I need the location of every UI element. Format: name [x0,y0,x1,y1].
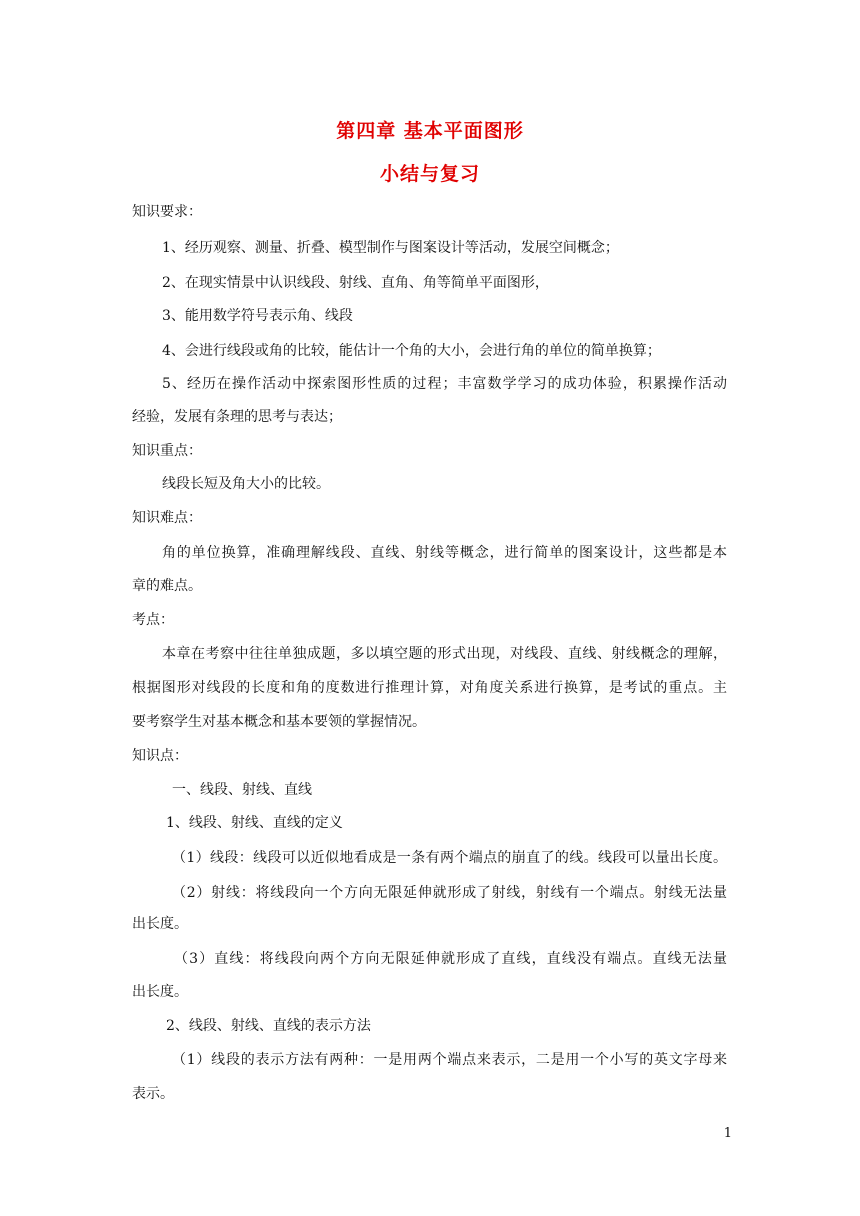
knowledge-sub-1: 1、线段、射线、直线的定义 [166,815,343,831]
exam-points-line-2: 根据图形对线段的长度和角的度数进行推理计算，对角度关系进行换算，是考试的重点。主 [132,680,727,696]
difficulties-line-1: 角的单位换算，准确理解线段、直线、射线等概念，进行简单的图案设计，这些都是本 [162,545,727,561]
document-subtitle: 小结与复习 [379,163,480,185]
knowledge-sub-2: 2、线段、射线、直线的表示方法 [166,1018,371,1034]
knowledge-section-1: 一、线段、射线、直线 [172,782,312,798]
knowledge-heading: 知识点： [132,748,188,764]
exam-points-line-3: 要考察学生对基本概念和基本要领的掌握情况。 [132,714,426,730]
requirement-item-2: 2、在现实情景中认识线段、射线、直角、角等简单平面图形， [162,275,549,291]
representation-segment-cont: 表示。 [132,1086,174,1102]
key-points-text: 线段长短及角大小的比较。 [162,476,330,492]
key-points-heading: 知识重点： [132,443,202,459]
exam-points-line-1: 本章在考察中往往单独成题，多以填空题的形式出现，对线段、直线、射线概念的理解， [162,646,727,662]
requirement-item-1: 1、经历观察、测量、折叠、模型制作与图案设计等活动，发展空间概念； [162,240,619,256]
page-number: 1 [723,1126,732,1141]
difficulties-heading: 知识难点： [132,510,202,526]
requirement-item-3: 3、能用数学符号表示角、线段 [162,308,353,324]
definition-ray-cont: 出长度。 [132,916,188,932]
exam-points-heading: 考点： [132,612,174,628]
difficulties-line-2: 章的难点。 [132,578,202,594]
document-title: 第四章 基本平面图形 [336,120,524,142]
definition-line: （3）直线：将线段向两个方向无限延伸就形成了直线，直线没有端点。直线无法量 [174,951,727,967]
definition-segment: （1）线段：线段可以近似地看成是一条有两个端点的崩直了的线。线段可以量出长度。 [172,850,727,866]
representation-segment: （1）线段的表示方法有两种：一是用两个端点来表示，二是用一个小写的英文字母来 [172,1052,727,1068]
requirement-item-5-cont: 经验，发展有条理的思考与表达； [132,409,342,425]
definition-ray: （2）射线：将线段向一个方向无限延伸就形成了射线，射线有一个端点。射线无法量 [172,885,727,901]
requirement-item-5: 5、经历在操作活动中探索图形性质的过程；丰富数学学习的成功体验，积累操作活动 [162,376,727,392]
requirement-item-4: 4、会进行线段或角的比较，能估计一个角的大小，会进行角的单位的简单换算； [162,343,661,359]
requirements-heading: 知识要求： [132,204,202,220]
definition-line-cont: 出长度。 [132,984,188,1000]
